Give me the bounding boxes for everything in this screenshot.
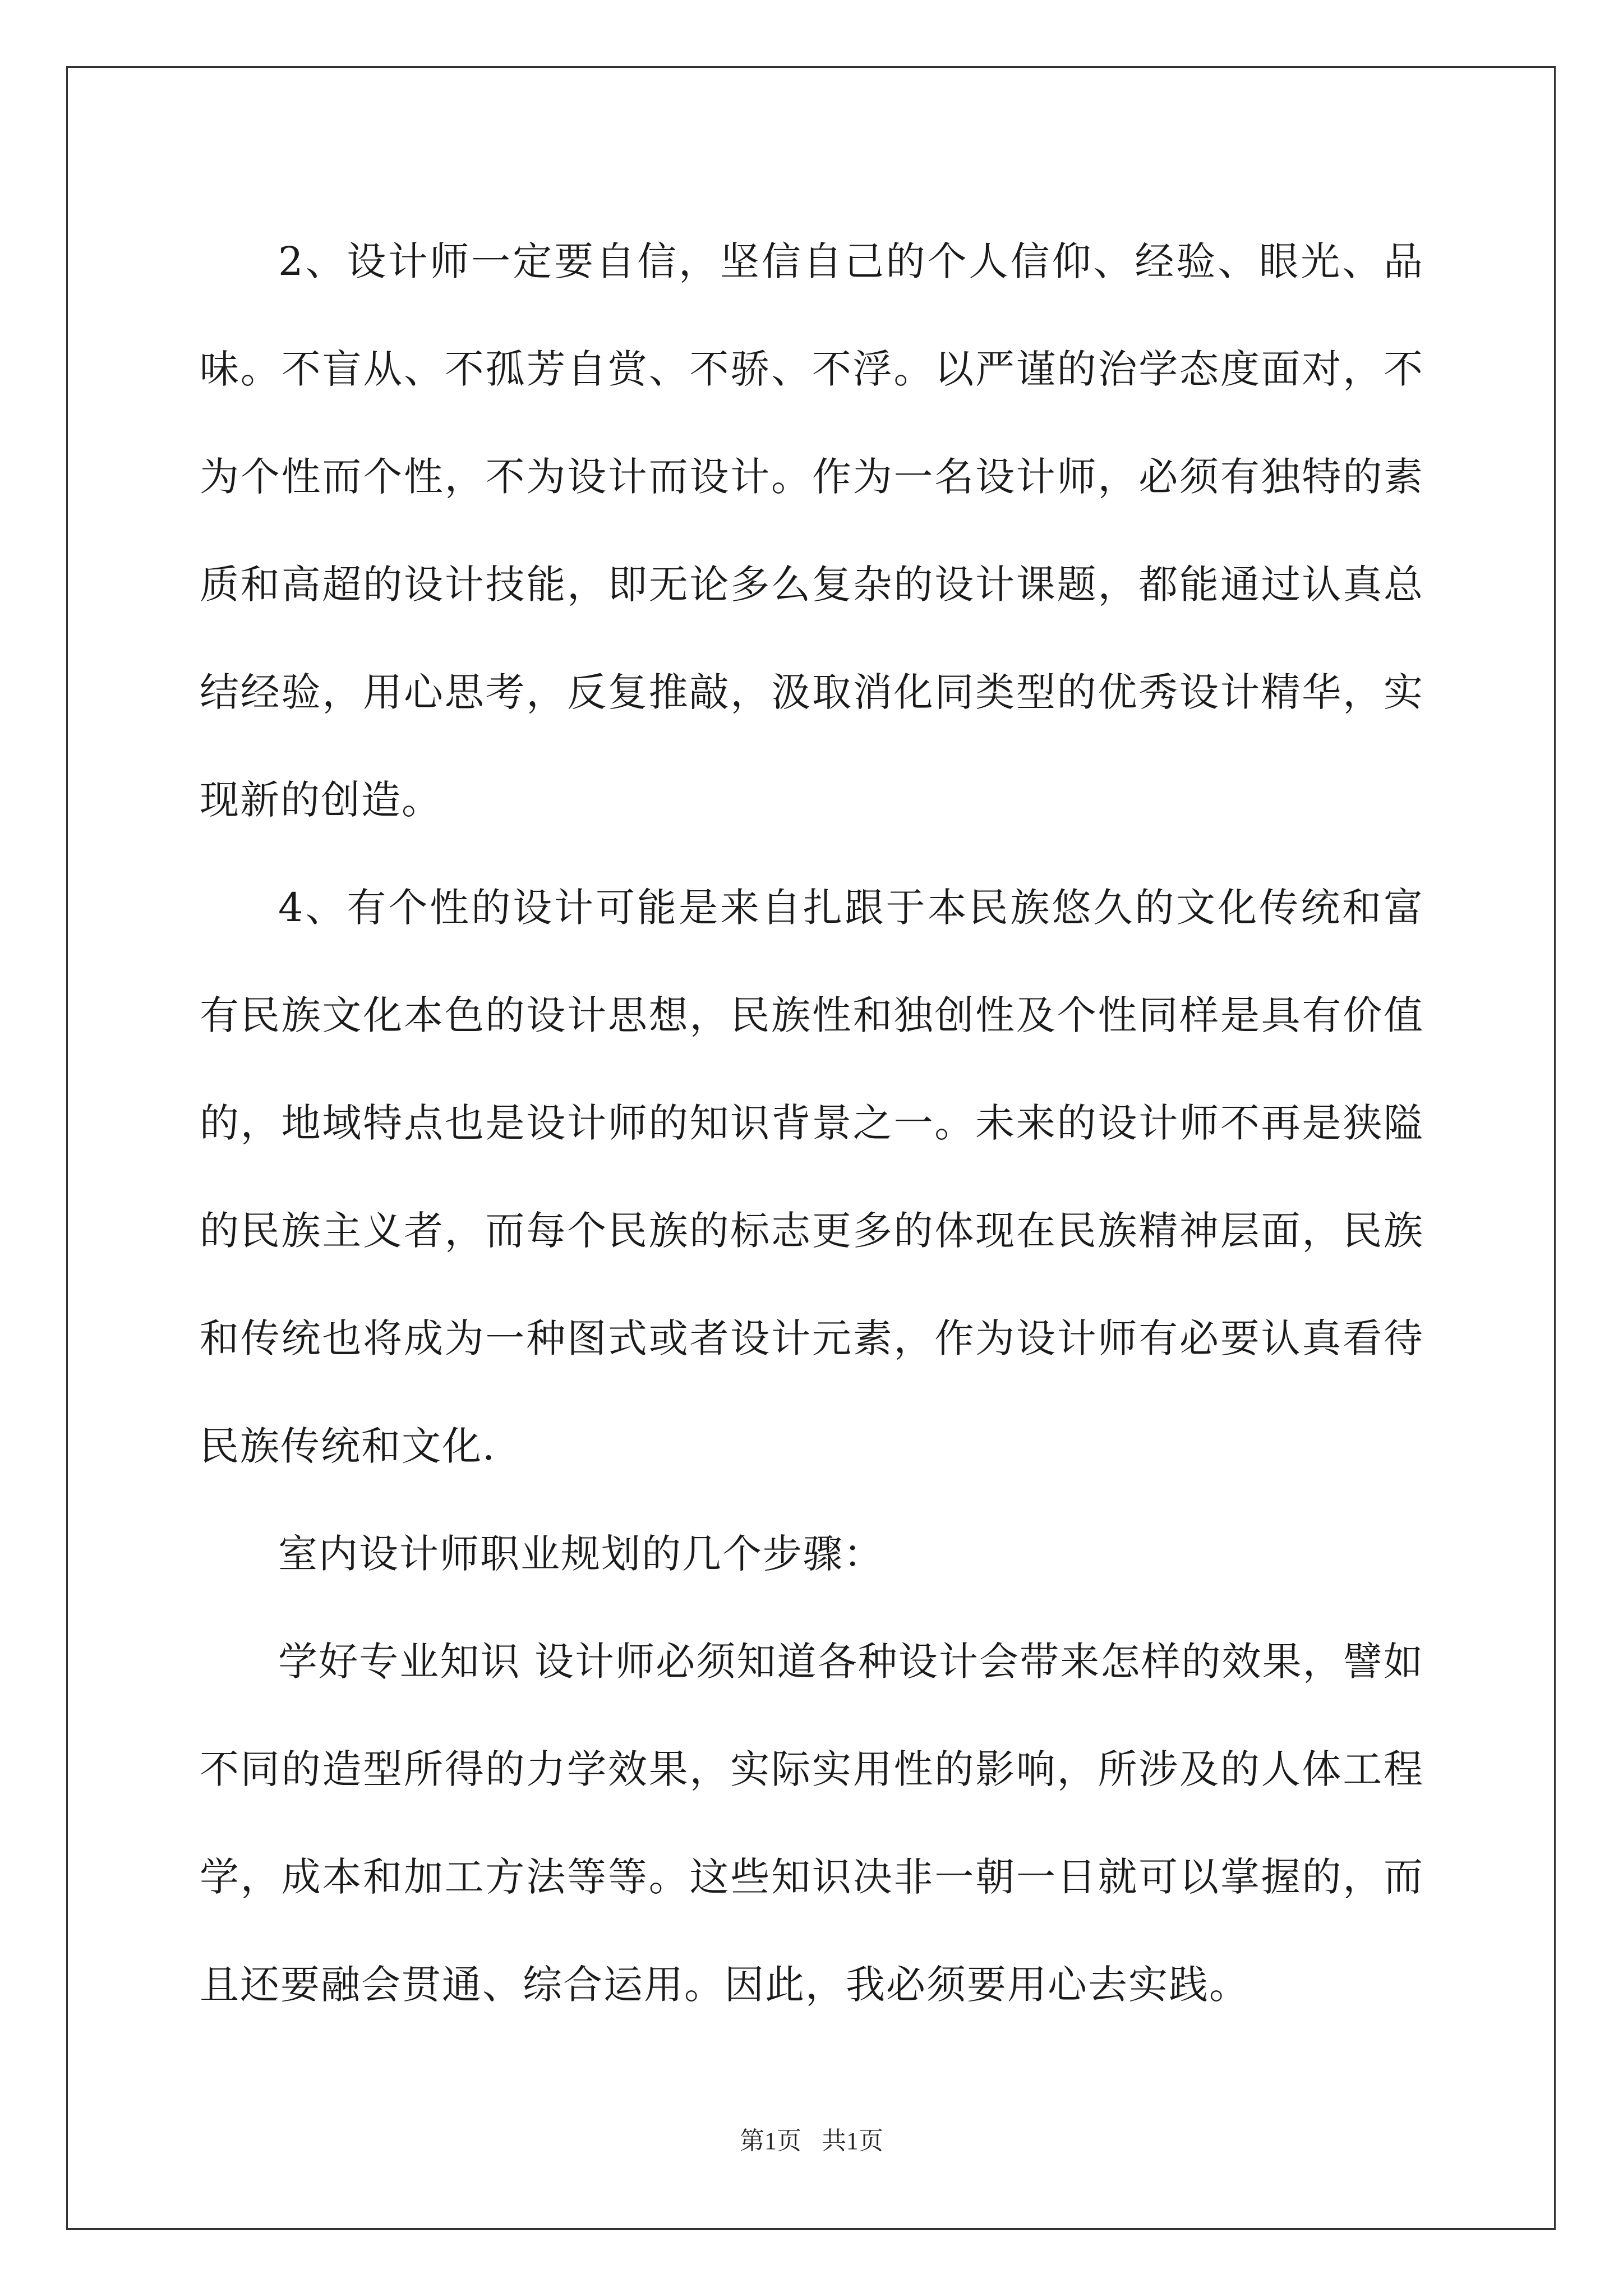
document-body — [200, 208, 1424, 2039]
page-total: 共1页 — [822, 2127, 883, 2155]
paragraph-professional-knowledge: 学好专业知识 设计师必须知道各种设计会带来怎样的效果，譬如不同的造型所得的力学效果，实际实用性的影响，所涉及的人体工程学，成本和加工方法等等。这些知识决非一朝一日就可以掌握的，而且还要融会贯通、综合运用。因此，我必须要用心去实践。 — [200, 1639, 1424, 2008]
page-number: 第1页 — [740, 2127, 801, 2155]
paragraph-steps-heading: 室内设计师职业规划的几个步骤： — [278, 1531, 884, 1577]
page-footer — [0, 2120, 1623, 2156]
paragraph-national-character: 4、有个性的设计可能是来自扎跟于本民族悠久的文化传统和富有民族文化本色的设计思想，民族性和独创性及个性同样是具有价值的，地域特点也是设计师的知识背景之一。未来的设计师不再是狭隘的民族主义者，而每个民族的标志更多的体现在民族精神层面，民族和传统也将成为一种图式或者设计元素，作为设计师有必要认真看待民族传统和文化. — [200, 885, 1424, 1469]
paragraph-confidence: 2、设计师一定要自信，坚信自己的个人信仰、经验、眼光、品味。不盲从、不孤芳自赏、不骄、不浮。以严谨的治学态度面对，不为个性而个性，不为设计而设计。作为一名设计师，必须有独特的素质和高超的设计技能，即无论多么复杂的设计课题，都能通过认真总结经验，用心思考，反复推敲，汲取消化同类型的优秀设计精华，实现新的创造。 — [200, 238, 1424, 823]
